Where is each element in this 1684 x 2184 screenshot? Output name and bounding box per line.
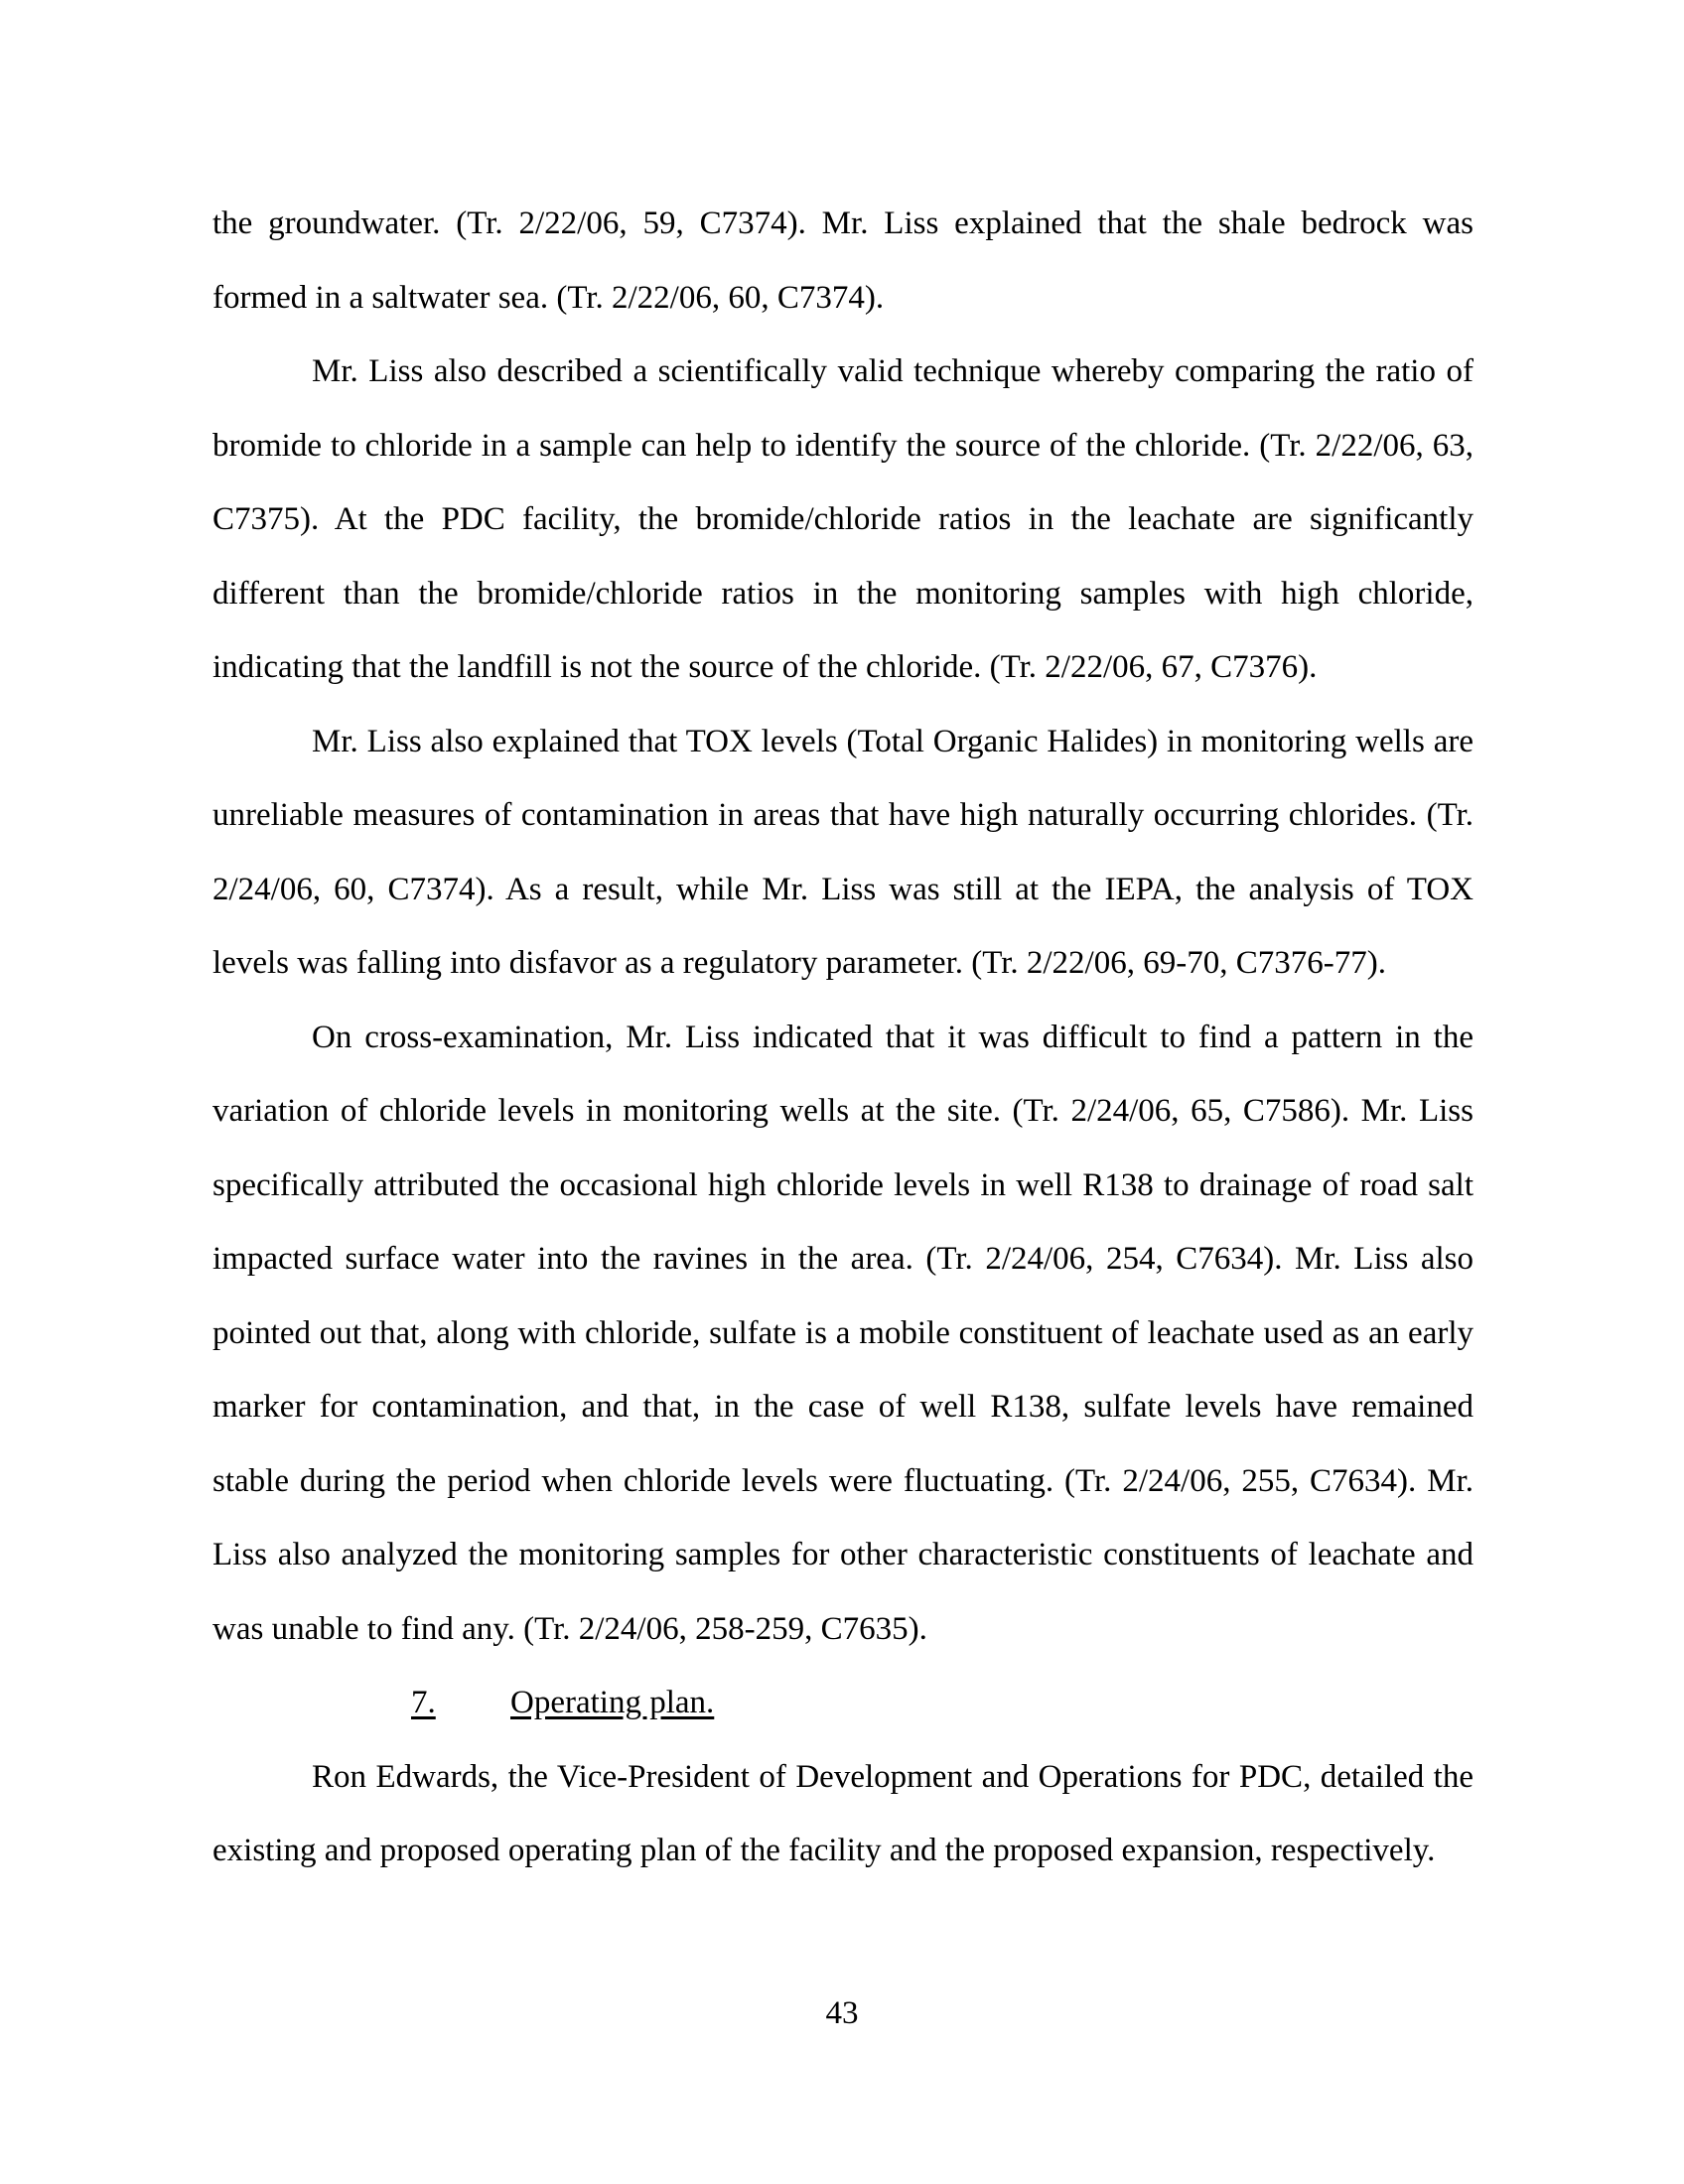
- paragraph-cross-examination: On cross-examination, Mr. Liss indicated that it was difficult to find a pattern in the variation of chloride levels in monitoring wells at the site. (Tr. 2/24/06, 65, C7586). Mr. Liss specifically attributed the occasional high chloride levels in well R138 to drainage of road salt impacted surface water into the ravines in the area. (Tr. 2/24/06, 254, C7634). Mr. Liss also pointed out that, along with chloride, sulfate is a mobile constituent of leachate used as an early marker for contamination, and that, in the case of well R138, sulfate levels have remained stable during the period when chloride levels were fluctuating. (Tr. 2/24/06, 255, C7634). Mr. Liss also analyzed the monitoring samples for other characteristic constituents of leachate and was unable to find any. (Tr. 2/24/06, 258-259, C7635).: [212, 1019, 1474, 1647]
- section-heading: [212, 1666, 1474, 1740]
- section-number: 7.: [411, 1685, 436, 1720]
- paragraph-continued: the groundwater. (Tr. 2/22/06, 59, C7374). Mr. Liss explained that the shale bedrock was formed in a saltwater sea. (Tr. 2/22/06, 60, C7374).: [212, 205, 1474, 316]
- paragraph-bromide-chloride: Mr. Liss also described a scientifically valid technique whereby comparing the ratio of bromide to chloride in a sample can help to identify the source of the chloride. (Tr. 2/22/06, 63, C7375). At the PDC facility, the bromide/chloride ratios in the leachate are significantly different than the bromide/chloride ratios in the monitoring samples with high chloride, indicating that the landfill is not the source of the chloride. (Tr. 2/22/06, 67, C7376).: [212, 353, 1474, 685]
- paragraph-operating-plan: Ron Edwards, the Vice-President of Development and Operations for PDC, detailed the existing and proposed operating plan of the facility and the proposed expansion, respectively.: [212, 1758, 1474, 1868]
- section-title: Operating plan.: [510, 1685, 715, 1720]
- paragraph-tox-levels: Mr. Liss also explained that TOX levels (Total Organic Halides) in monitoring wells are unreliable measures of contamination in areas that have high naturally occurring chlorides. (Tr. 2/24/06, 60, C7374). As a result, while Mr. Liss was still at the IEPA, the analysis of TOX levels was falling into disfavor as a regulatory parameter. (Tr. 2/22/06, 69-70, C7376-77).: [212, 723, 1474, 981]
- body-text: [212, 187, 1474, 1888]
- page-number: 43: [825, 1995, 859, 2031]
